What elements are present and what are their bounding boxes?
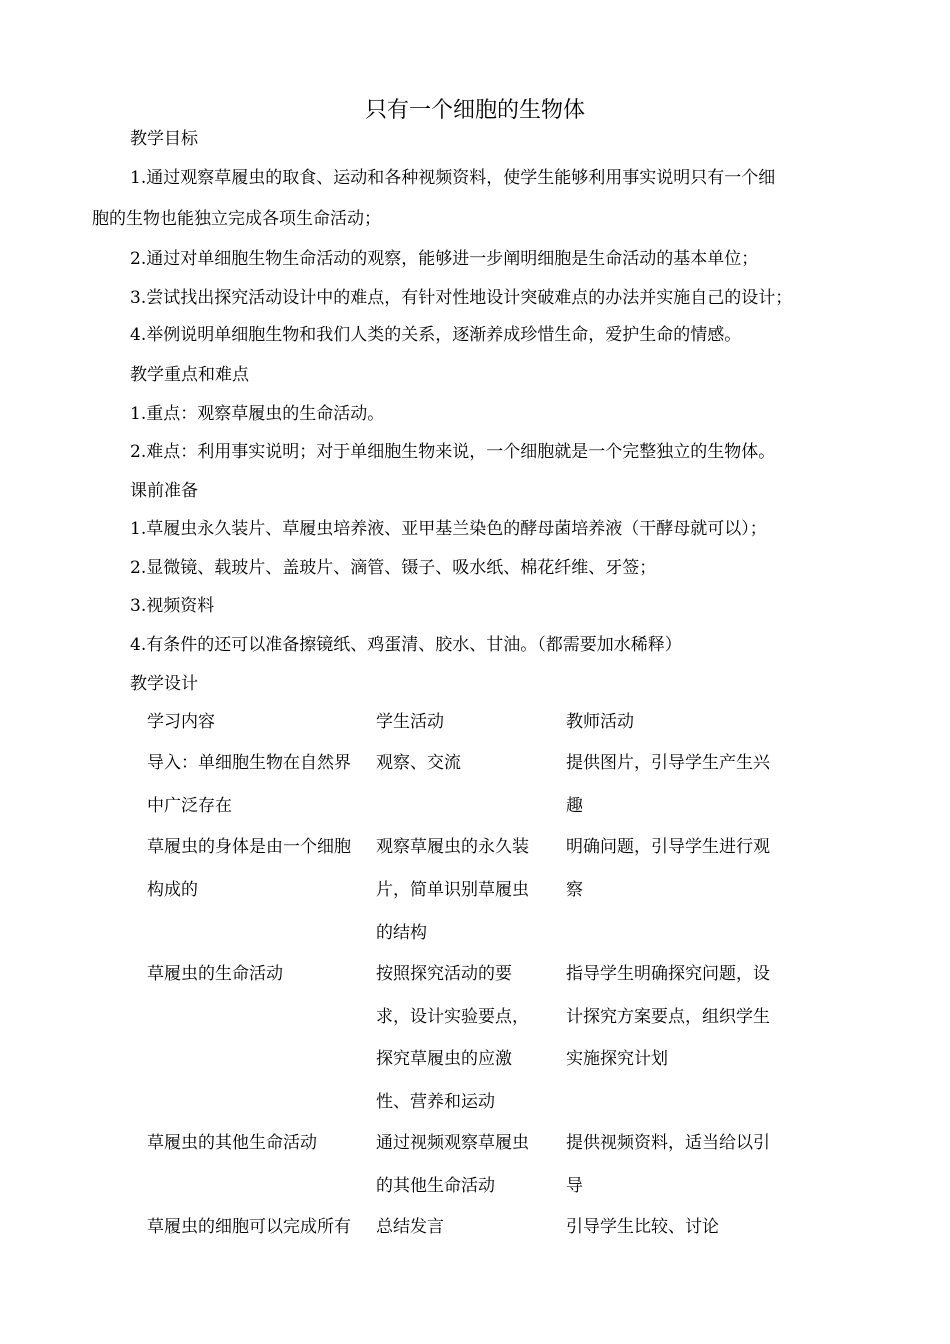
key-points-heading: 教学重点和难点: [130, 365, 249, 385]
table-cell: 的结构: [376, 923, 427, 943]
table-cell: 观察草履虫的永久装: [376, 837, 529, 857]
table-cell: 片，简单识别草履虫: [376, 880, 529, 900]
table-cell: 构成的: [147, 880, 198, 900]
table-cell: 按照探究活动的要: [376, 964, 512, 984]
preparation-2: 2.显微镜、载玻片、盖玻片、滴管、镊子、吸水纸、棉花纤维、牙签；: [130, 558, 657, 578]
key-point-1: 1.重点：观察草履虫的生命活动。: [130, 404, 385, 424]
objective-4: 4.举例说明单细胞生物和我们人类的关系，逐渐养成珍惜生命，爱护生命的情感。: [130, 325, 742, 345]
table-cell: 的其他生命活动: [376, 1176, 495, 1196]
table-cell: 探究草履虫的应激: [376, 1049, 512, 1069]
design-heading: 教学设计: [130, 674, 198, 694]
document-title: 只有一个细胞的生物体: [364, 98, 585, 123]
table-cell: 引导学生比较、讨论: [566, 1217, 719, 1237]
table-cell: 草履虫的细胞可以完成所有: [147, 1217, 351, 1237]
table-cell: 总结发言: [376, 1217, 444, 1237]
table-cell: 指导学生明确探究问题，设: [566, 964, 770, 984]
table-cell: 明确问题，引导学生进行观: [566, 837, 770, 857]
table-cell: 察: [566, 880, 583, 900]
preparation-1: 1.草履虫永久装片、草履虫培养液、亚甲基兰染色的酵母菌培养液（干酵母就可以）；: [130, 519, 767, 539]
objectives-heading: 教学目标: [130, 129, 198, 149]
table-cell: 性、营养和运动: [376, 1092, 495, 1112]
objective-1: 1.通过观察草履虫的取食、运动和各种视频资料，使学生能够利用事实说明只有一个细: [130, 168, 776, 188]
preparation-3: 3.视频资料: [130, 596, 215, 616]
table-cell: 通过视频观察草履虫: [376, 1133, 529, 1153]
preparation-heading: 课前准备: [130, 481, 198, 501]
table-cell: 观察、交流: [376, 753, 461, 773]
objective-3: 3.尝试找出探究活动设计中的难点，有针对性地设计突破难点的办法并实施自己的设计；: [130, 288, 793, 308]
table-cell: 草履虫的其他生命活动: [147, 1133, 317, 1153]
table-cell: 计探究方案要点，组织学生: [566, 1007, 770, 1027]
preparation-4: 4.有条件的还可以准备擦镜纸、鸡蛋清、胶水、甘油。（都需要加水稀释）: [130, 635, 682, 655]
key-point-2: 2.难点：利用事实说明；对于单细胞生物来说，一个细胞就是一个完整独立的生物体。: [130, 442, 776, 462]
table-header-teacher: 教师活动: [566, 712, 634, 732]
table-cell: 草履虫的身体是由一个细胞: [147, 837, 351, 857]
table-header-student: 学生活动: [376, 712, 444, 732]
table-cell: 实施探究计划: [566, 1049, 668, 1069]
objective-2: 2.通过对单细胞生物生命活动的观察，能够进一步阐明细胞是生命活动的基本单位；: [130, 249, 759, 269]
table-cell: 求，设计实验要点，: [376, 1007, 529, 1027]
objective-1-continued: 胞的生物也能独立完成各项生命活动；: [92, 209, 381, 229]
table-header-content: 学习内容: [147, 712, 215, 732]
table-cell: 提供视频资料，适当给以引: [566, 1133, 770, 1153]
table-cell: 草履虫的生命活动: [147, 964, 283, 984]
table-cell: 趣: [566, 796, 583, 816]
table-cell: 导入：单细胞生物在自然界: [147, 753, 351, 773]
table-cell: 导: [566, 1176, 583, 1196]
table-cell: 中广泛存在: [147, 796, 232, 816]
table-cell: 提供图片，引导学生产生兴: [566, 753, 770, 773]
